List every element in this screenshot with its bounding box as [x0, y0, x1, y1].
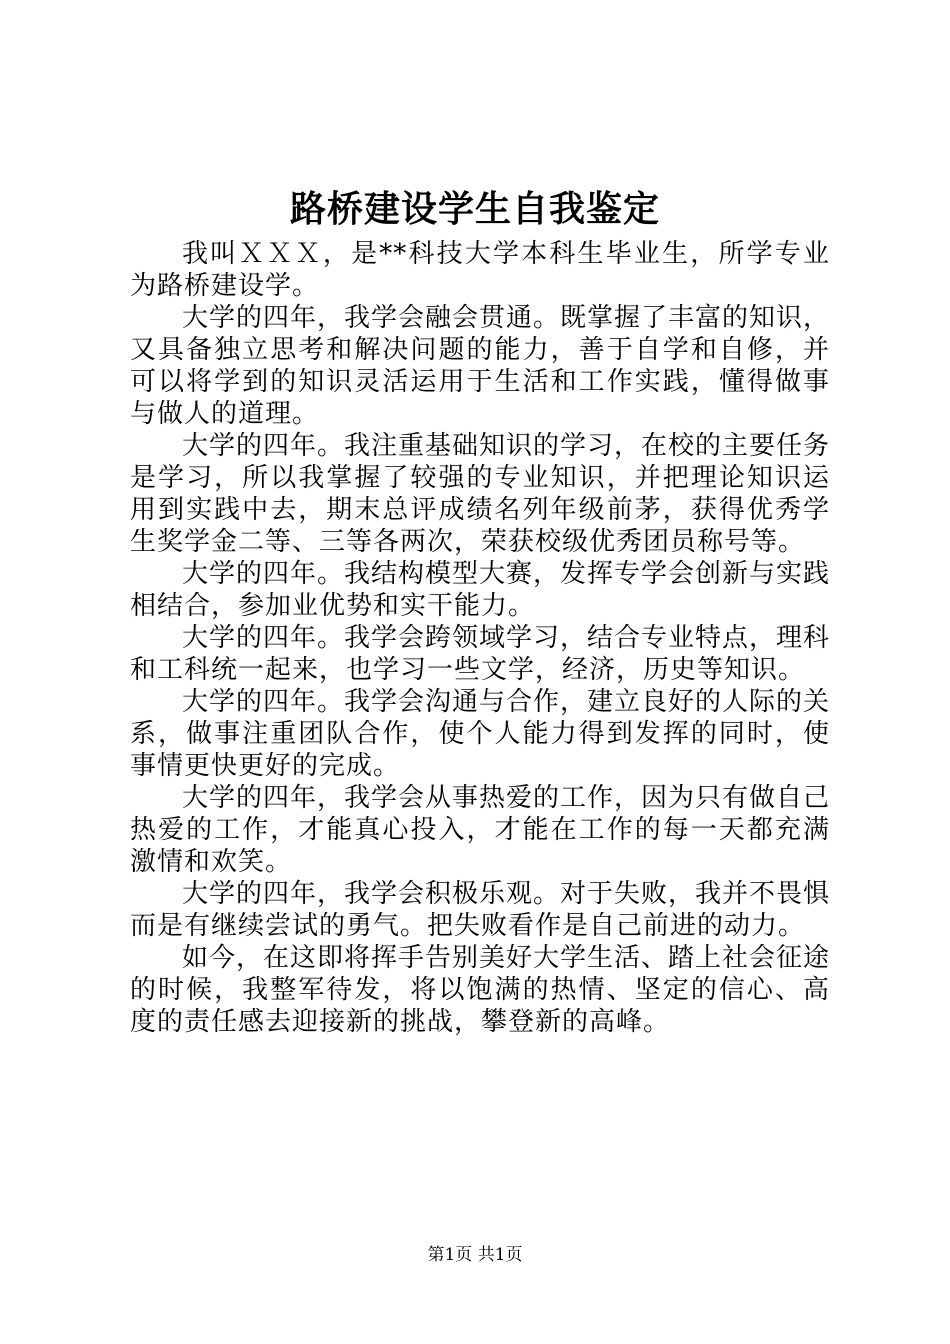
- paragraph-competition: 大学的四年。我结构模型大赛，发挥专学会创新与实践相结合，参加业优势和实干能力。: [130, 559, 831, 621]
- paragraph-intro: 我叫ＸＸＸ，是**科技大学本科生毕业生，所学专业为路桥建设学。: [130, 239, 830, 301]
- paragraph-cooperation: 大学的四年。我学会沟通与合作，建立良好的人际的关系，做事注重团队合作，使个人能力得到发挥的同时，使事情更快更好的完成。: [130, 687, 831, 781]
- page-number-footer: 第1页 共1页: [427, 1245, 523, 1265]
- document-body: [130, 238, 830, 1038]
- paragraph-optimism: 大学的四年，我学会积极乐观。对于失败，我并不畏惧而是有继续尝试的勇气。把失败看作是自己前进的动力。: [130, 879, 831, 941]
- document-title: 路桥建设学生自我鉴定: [289, 188, 660, 230]
- paragraph-learning: 大学的四年，我学会融会贯通。既掌握了丰富的知识，又具备独立思考和解决问题的能力，善于自学和自修，并可以将学到的知识灵活运用于生活和工作实践，懂得做事与做人的道理。: [130, 303, 831, 429]
- paragraph-cross-field: 大学的四年。我学会跨领域学习，结合专业特点，理科和工科统一起来，也学习一些文学，经济，历史等知识。: [130, 623, 831, 685]
- paragraph-conclusion: 如今，在这即将挥手告别美好大学生活、踏上社会征途的时候，我整军待发，将以饱满的热情、坚定的信心、高度的责任感去迎接新的挑战，攀登新的高峰。: [130, 943, 831, 1037]
- paragraph-study: 大学的四年。我注重基础知识的学习，在校的主要任务是学习，所以我掌握了较强的专业知识，并把理论知识运用到实践中去，期末总评成绩名列年级前茅，获得优秀学生奖学金二等、三等各两次，荣获校级优秀团员称号等。: [130, 431, 831, 557]
- paragraph-passion: 大学的四年，我学会从事热爱的工作，因为只有做自己热爱的工作，才能真心投入，才能在工作的每一天都充满激情和欢笑。: [130, 783, 831, 877]
